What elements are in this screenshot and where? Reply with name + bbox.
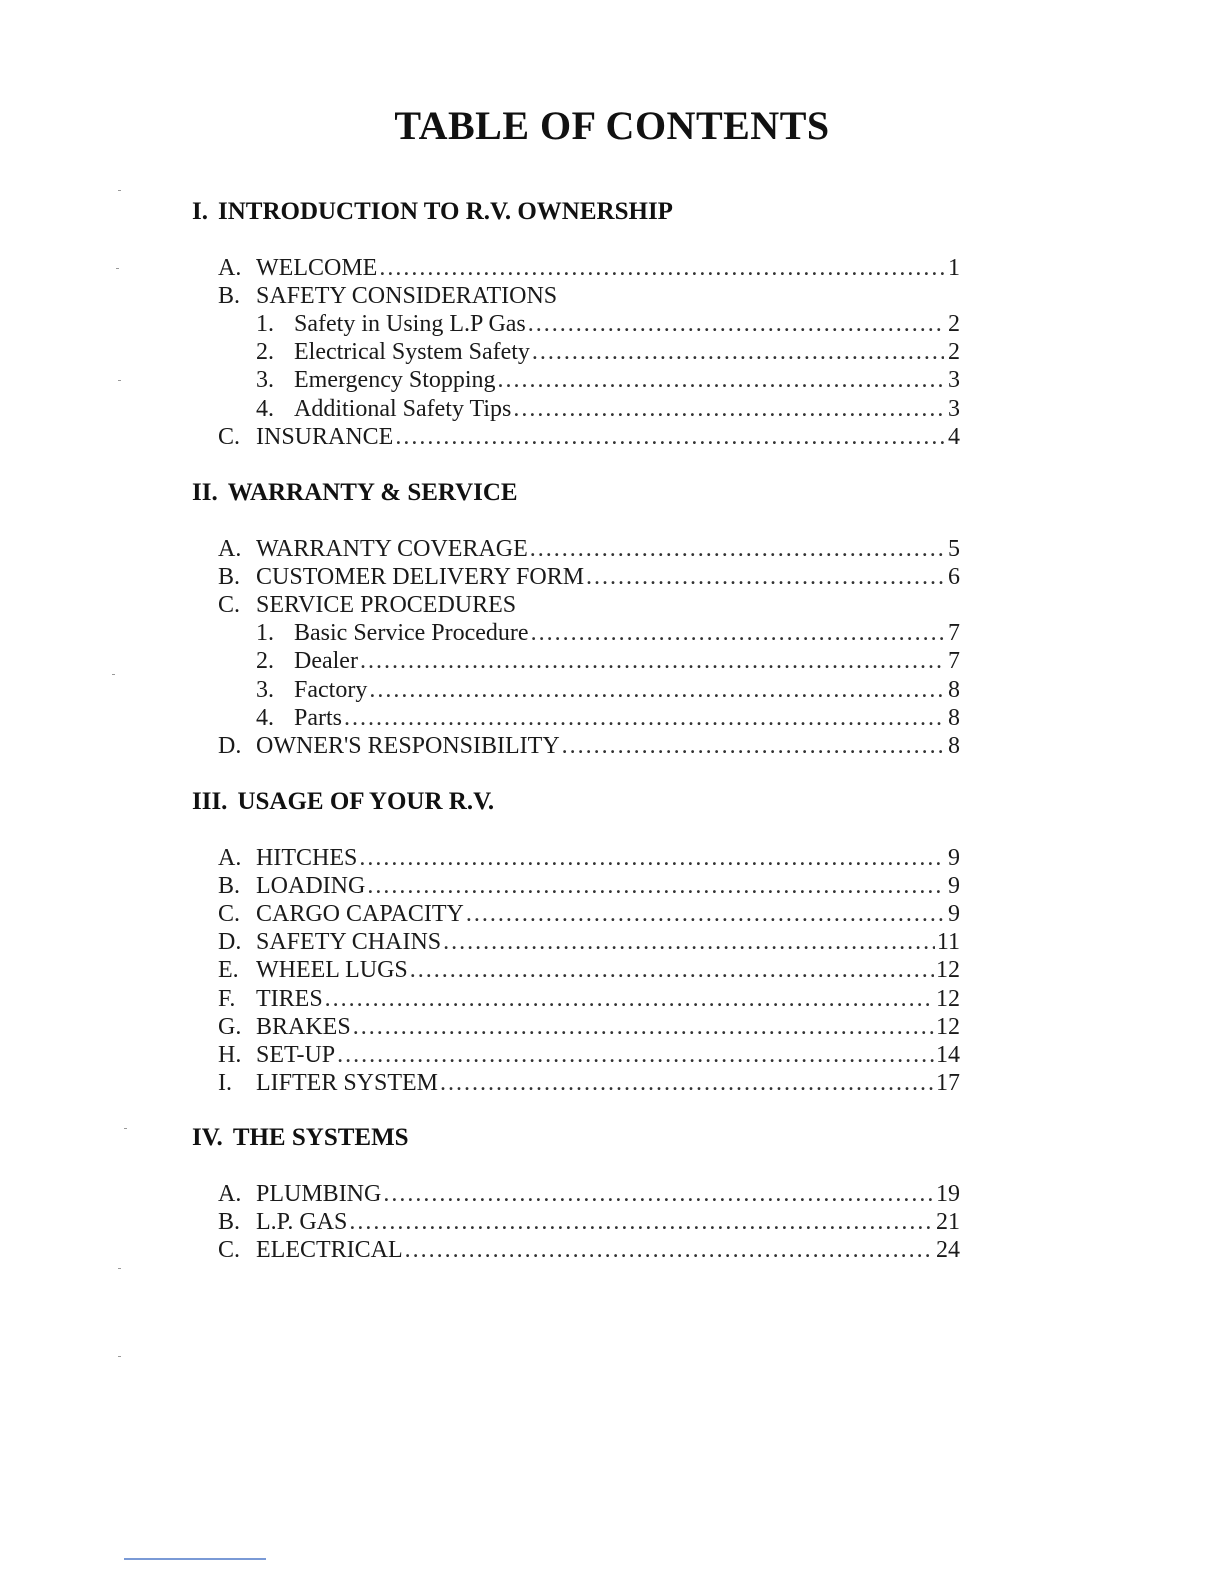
- toc-entry: [218, 872, 960, 900]
- section-title: USAGE OF YOUR R.V.: [237, 788, 495, 815]
- entry-page-number: 24: [936, 1237, 960, 1264]
- toc-subentry: [256, 310, 960, 338]
- section-title: INTRODUCTION TO R.V. OWNERSHIP: [217, 198, 673, 225]
- entry-page-number: 2: [948, 339, 960, 366]
- section-number: IV.: [192, 1124, 223, 1151]
- entry-marker: C.: [218, 423, 241, 450]
- toc-entry: [218, 1208, 960, 1236]
- entry-marker: A.: [218, 536, 242, 562]
- toc-entry: [218, 591, 960, 619]
- entry-title: L.P. GAS: [256, 1209, 348, 1236]
- dot-leader: [513, 395, 944, 423]
- entry-marker: D.: [218, 929, 242, 956]
- entry-marker: B.: [218, 873, 241, 900]
- entry-page-number: 1: [948, 255, 960, 281]
- dot-leader: [369, 676, 944, 704]
- dot-leader: [383, 1180, 934, 1208]
- toc-entry: [218, 1069, 960, 1097]
- toc-entry: [218, 928, 960, 956]
- entry-page-number: 8: [948, 704, 960, 731]
- entry-marker: 3.: [256, 676, 274, 703]
- dot-leader: [405, 1236, 934, 1264]
- entry-title: LIFTER SYSTEM: [256, 1069, 439, 1096]
- entry-title: WELCOME: [256, 255, 378, 281]
- dot-leader: [532, 338, 944, 366]
- entry-page-number: 9: [948, 845, 960, 871]
- toc-subentry: [256, 395, 960, 423]
- entry-title: SAFETY CONSIDERATIONS: [256, 283, 558, 310]
- toc-entry: [218, 985, 960, 1013]
- entry-title: OWNER'S RESPONSIBILITY: [256, 732, 560, 759]
- entry-title: BRAKES: [256, 1013, 351, 1040]
- entry-page-number: 3: [948, 367, 960, 394]
- dot-leader: [586, 563, 944, 591]
- entry-page-number: 14: [936, 1041, 960, 1068]
- entry-page-number: 2: [948, 311, 960, 338]
- entry-marker: C.: [218, 592, 241, 619]
- toc-entry: [218, 1041, 960, 1069]
- entry-title: CUSTOMER DELIVERY FORM: [256, 564, 585, 591]
- dot-leader: [367, 872, 944, 900]
- entry-page-number: 12: [936, 985, 960, 1012]
- page-title: TABLE OF CONTENTS: [394, 103, 830, 148]
- toc-subentry: [256, 647, 960, 675]
- dot-leader: [498, 366, 944, 394]
- toc-subentry: [256, 619, 960, 647]
- toc-entry: [218, 900, 960, 928]
- entry-title: SET-UP: [256, 1041, 336, 1068]
- entry-marker: B.: [218, 564, 241, 591]
- dot-leader: [360, 647, 944, 675]
- scan-speck: [118, 1356, 121, 1357]
- entry-title: Dealer: [294, 648, 358, 675]
- scan-speck: [118, 380, 121, 381]
- dot-leader: [359, 844, 944, 872]
- entry-title: HITCHES: [256, 845, 358, 871]
- dot-leader: [379, 254, 944, 282]
- dot-leader: [531, 619, 944, 647]
- toc-entry: [218, 563, 960, 591]
- entry-title: Electrical System Safety: [294, 339, 530, 366]
- entry-page-number: 21: [936, 1209, 960, 1236]
- entry-title: INSURANCE: [256, 423, 394, 450]
- scan-speck: [124, 1128, 127, 1129]
- toc-subentry: [256, 366, 960, 394]
- entry-page-number: 11: [936, 929, 960, 956]
- entry-title: Emergency Stopping: [294, 367, 496, 394]
- section-title: WARRANTY & SERVICE: [227, 479, 518, 506]
- entry-page-number: 8: [948, 676, 960, 703]
- entry-page-number: 4: [948, 423, 960, 450]
- dot-leader: [528, 310, 944, 338]
- entry-title: Factory: [294, 676, 368, 703]
- entry-title: WARRANTY COVERAGE: [256, 536, 528, 562]
- section-title: THE SYSTEMS: [232, 1124, 409, 1151]
- toc-entry: [218, 1236, 960, 1264]
- entry-title: Additional Safety Tips: [294, 395, 512, 422]
- toc-entry: [218, 423, 960, 451]
- entry-page-number: 3: [948, 395, 960, 422]
- entry-page-number: 19: [936, 1181, 960, 1207]
- entry-page-number: 7: [948, 620, 960, 647]
- dot-leader: [410, 956, 934, 984]
- dot-leader: [562, 732, 944, 760]
- dot-leader: [443, 928, 935, 956]
- entry-page-number: 5: [948, 536, 960, 562]
- section-heading: [192, 479, 518, 507]
- toc-subentry: [256, 338, 960, 366]
- section-number: III.: [192, 788, 228, 815]
- entry-marker: 2.: [256, 648, 274, 675]
- entry-title: LOADING: [256, 873, 366, 900]
- entry-page-number: 9: [948, 901, 960, 928]
- entry-title: SERVICE PROCEDURES: [256, 592, 517, 619]
- entry-marker: 4.: [256, 395, 274, 422]
- entry-marker: H.: [218, 1041, 242, 1068]
- entry-marker: F.: [218, 985, 236, 1012]
- entry-marker: A.: [218, 845, 242, 871]
- scan-speck: [118, 190, 121, 191]
- entry-page-number: 9: [948, 873, 960, 900]
- entry-title: Parts: [294, 704, 342, 731]
- entry-page-number: 6: [948, 564, 960, 591]
- dot-leader: [337, 1041, 934, 1069]
- dot-leader: [466, 900, 944, 928]
- entry-marker: A.: [218, 255, 242, 281]
- entry-title: WHEEL LUGS: [256, 957, 408, 984]
- entry-page-number: 12: [936, 1013, 960, 1040]
- toc-entry: [218, 1013, 960, 1041]
- toc-subentry: [256, 676, 960, 704]
- dot-leader: [440, 1069, 934, 1097]
- entry-title: CARGO CAPACITY: [256, 901, 464, 928]
- dot-leader: [530, 535, 944, 563]
- entry-marker: A.: [218, 1181, 242, 1207]
- entry-title: SAFETY CHAINS: [256, 929, 442, 956]
- section-number: II.: [192, 479, 218, 506]
- entry-title: ELECTRICAL: [256, 1237, 403, 1264]
- toc-entry: [218, 844, 960, 872]
- entry-marker: 1.: [256, 620, 274, 647]
- entry-title: Safety in Using L.P Gas: [294, 311, 526, 338]
- section-number: I.: [192, 198, 208, 225]
- entry-page-number: 17: [936, 1069, 960, 1096]
- entry-marker: G.: [218, 1013, 242, 1040]
- scan-speck: [116, 268, 119, 269]
- entry-marker: E.: [218, 957, 239, 984]
- entry-marker: D.: [218, 732, 242, 759]
- section-heading: [192, 788, 494, 816]
- dot-leader: [325, 985, 934, 1013]
- scan-speck: [112, 674, 115, 675]
- section-heading: [192, 198, 673, 226]
- dot-leader: [395, 423, 944, 451]
- entry-marker: B.: [218, 283, 241, 310]
- dot-leader: [344, 704, 944, 732]
- entry-marker: C.: [218, 901, 241, 928]
- entry-marker: 4.: [256, 704, 274, 731]
- entry-title: Basic Service Procedure: [294, 620, 529, 647]
- dot-leader: [353, 1013, 934, 1041]
- section-heading: [192, 1124, 409, 1152]
- entry-page-number: 8: [948, 732, 960, 759]
- entry-marker: C.: [218, 1237, 241, 1264]
- toc-entry: [218, 1180, 960, 1208]
- entry-marker: 2.: [256, 339, 274, 366]
- footer-rule: [124, 1558, 266, 1560]
- toc-subentry: [256, 704, 960, 732]
- entry-marker: I.: [218, 1069, 232, 1096]
- scan-speck: [118, 1268, 121, 1269]
- entry-marker: 1.: [256, 311, 274, 338]
- entry-page-number: 7: [948, 648, 960, 675]
- entry-marker: B.: [218, 1209, 241, 1236]
- entry-title: TIRES: [256, 985, 323, 1012]
- toc-entry: [218, 282, 960, 310]
- dot-leader: [349, 1208, 934, 1236]
- toc-entry: [218, 956, 960, 984]
- toc-entry: [218, 254, 960, 282]
- toc-entry: [218, 535, 960, 563]
- entry-title: PLUMBING: [256, 1181, 382, 1207]
- entry-page-number: 12: [936, 957, 960, 984]
- entry-marker: 3.: [256, 367, 274, 394]
- toc-entry: [218, 732, 960, 760]
